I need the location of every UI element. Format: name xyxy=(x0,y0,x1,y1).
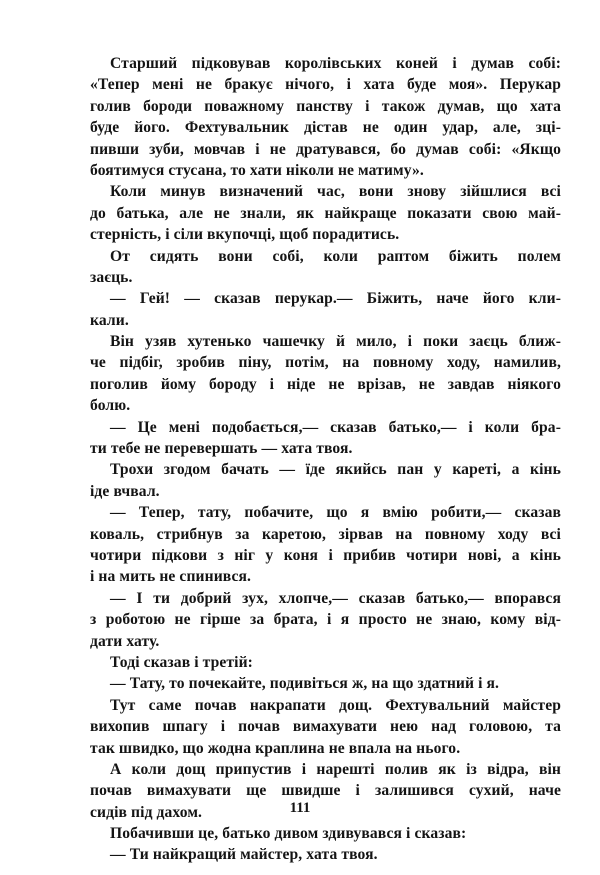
text-line: Він узяв хутенько чашечку й мило, і поки заєць ближ- xyxy=(110,333,561,351)
text-line: — Гей! — сказав перукар.— Біжить, наче його кли- xyxy=(110,290,561,308)
text-line: кали. xyxy=(90,311,129,329)
text-line: поголив йому бороду і ніде не врізав, не завдав ніякого xyxy=(90,375,561,393)
text-line: з роботою не гірше за брата, і я просто не знаю, кому від- xyxy=(90,611,561,629)
text-line: — Ти найкращий майстер, хата твоя. xyxy=(110,846,378,864)
text-line: болю. xyxy=(90,397,131,415)
text-line: «Тепер мені не бракує нічого, і хата буде моя». Перукар xyxy=(90,76,561,94)
text-line: — І ти добрий зух, хлопче,— сказав батько,— впорався xyxy=(110,589,561,607)
text-line: От сидять вони собі, коли раптом біжить полем xyxy=(110,247,561,265)
paragraph xyxy=(70,652,561,673)
paragraph xyxy=(70,53,561,181)
text-line: ти тебе не перевершать — хата твоя. xyxy=(90,440,353,458)
text-line: Тут саме почав накрапати дощ. Фехтувальний майстер xyxy=(110,696,561,714)
text-line: сидів під дахом. xyxy=(90,803,203,821)
page-number: 111 xyxy=(289,800,311,816)
text-line: Тоді сказав і третій: xyxy=(110,653,253,671)
paragraph xyxy=(70,588,561,652)
paragraph xyxy=(70,823,561,844)
text-line: і на мить не спинився. xyxy=(90,568,252,586)
paragraph xyxy=(70,844,561,865)
text-line: почав вимахувати ще швидше і залишився сухий, наче xyxy=(90,782,561,800)
paragraph xyxy=(70,331,561,417)
text-line: заєць. xyxy=(90,268,133,286)
text-line: че підбіг, зробив піну, потім, на повному ходу, намилив, xyxy=(90,354,561,372)
paragraph xyxy=(70,695,561,759)
text-line: дати хату. xyxy=(90,632,160,650)
paragraph xyxy=(70,181,561,245)
text-line: Трохи згодом бачать — їде якийсь пан у кареті, а кінь xyxy=(110,461,561,479)
text-line: Старший підковував королівських коней і думав собі: xyxy=(110,55,561,72)
text-line: іде вчвал. xyxy=(90,482,160,500)
text-line: стерність, і сіли вкупочці, щоб порадитись. xyxy=(90,226,400,244)
text-line: вихопив шпагу і почав вимахувати нею над головою, та xyxy=(90,718,561,736)
paragraph xyxy=(70,246,561,289)
paragraph xyxy=(70,673,561,694)
text-line: Коли минув визначений час, вони знову зійшлися всі xyxy=(110,183,561,201)
text-line: буде його. Фехтувальник дістав не один удар, але, зці- xyxy=(90,119,561,137)
text-line: голив бороди поважному панству і також думав, що хата xyxy=(90,97,561,115)
text-line: боятимуся стусана, то хати ніколи не матиму». xyxy=(90,161,424,179)
text-line: Побачивши це, батько дивом здивувався і сказав: xyxy=(110,825,467,843)
text-line: пивши зуби, мовчав і не дратувався, бо думав собі: «Якщо xyxy=(90,140,561,158)
text-line: до батька, але не знали, як найкраще показати свою май- xyxy=(90,204,561,222)
text-line: коваль, стрибнув за каретою, зірвав на повному ходу всі xyxy=(90,525,561,543)
paragraph xyxy=(70,502,561,588)
text-line: — Це мені подобається,— сказав батько,— і коли бра- xyxy=(110,418,561,436)
paragraph xyxy=(70,459,561,502)
text-line: чотири підкови з ніг у коня і прибив чотири нові, а кінь xyxy=(90,546,561,564)
paragraph xyxy=(70,417,561,460)
text-line: — Тату, то почекайте, подивіться ж, на що здатний і я. xyxy=(110,675,500,693)
body-text xyxy=(70,53,561,866)
paragraph xyxy=(70,288,561,331)
text-line: так швидко, що жодна краплина не впала на нього. xyxy=(90,739,461,757)
text-line: — Тепер, тату, побачите, що я вмію робити,— сказав xyxy=(110,504,561,522)
text-line: А коли дощ припустив і нарешті полив як із відра, він xyxy=(110,760,561,778)
